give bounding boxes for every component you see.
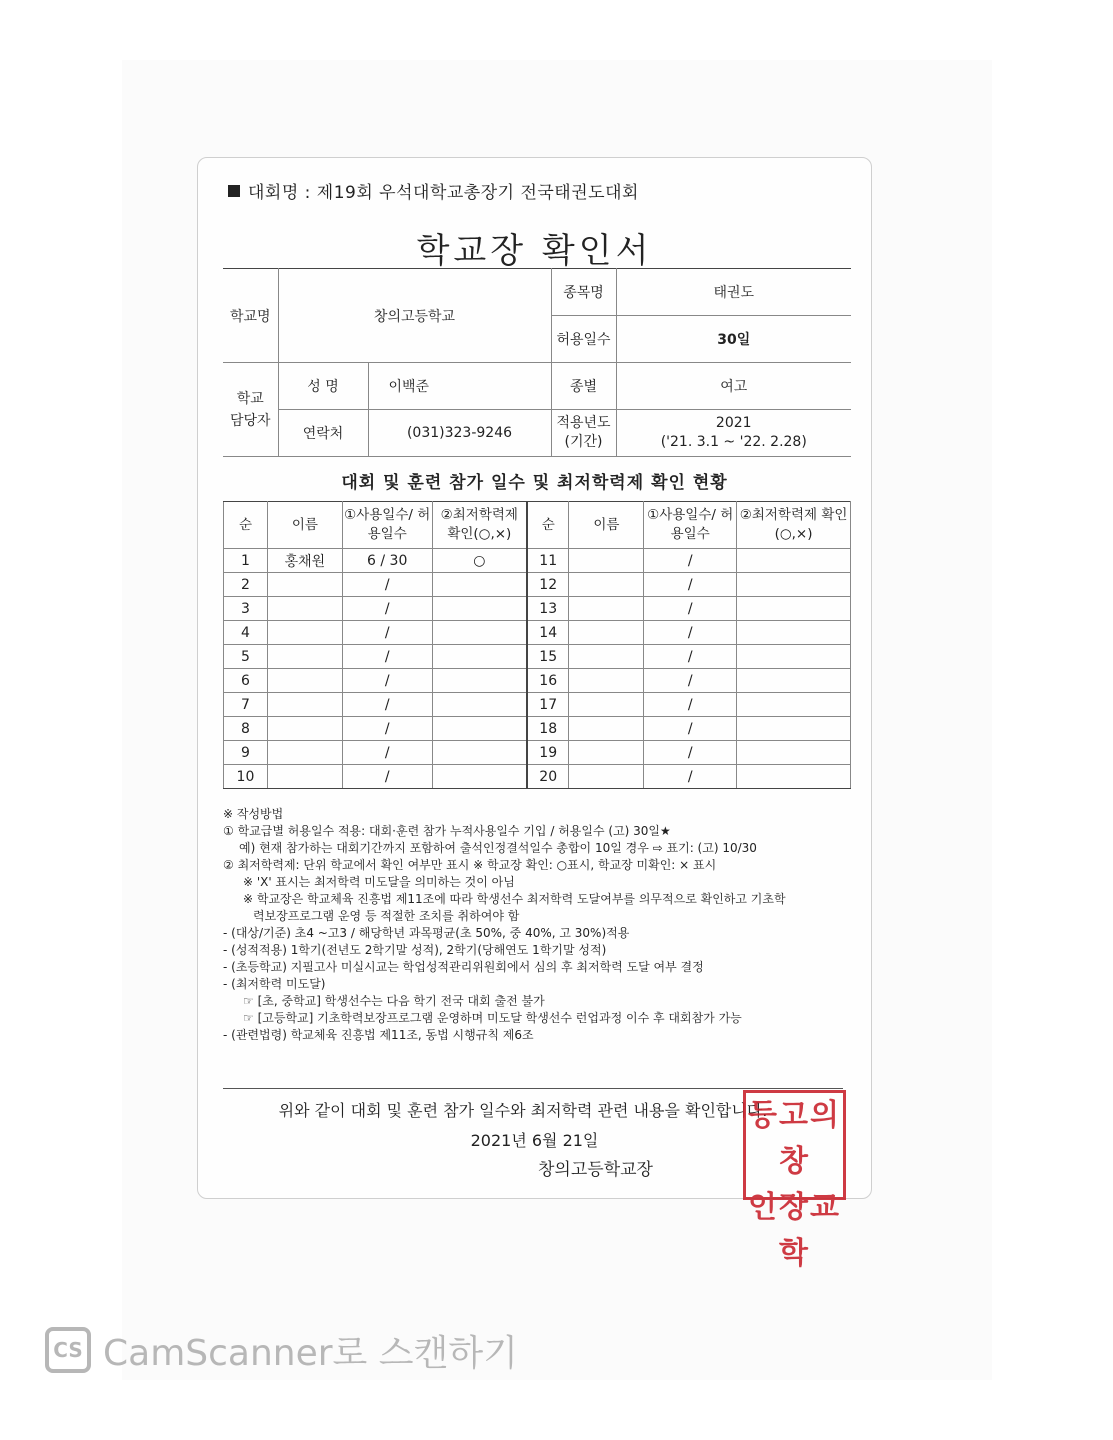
sport-value: 태권도 [616,269,851,316]
row-name: 홍채원 [267,549,342,573]
col-no: 순 [224,502,268,549]
row-name-2 [569,573,644,597]
staff-name: 이백준 [368,363,551,410]
row-check [432,645,527,669]
table-row [224,765,851,789]
staff-label: 학교 담당자 [223,363,278,457]
row-no-2: 11 [527,549,569,573]
row-check-2 [737,573,851,597]
col-name: 이름 [267,502,342,549]
table-row [224,741,851,765]
row-check-2 [737,765,851,789]
table-row [224,669,851,693]
row-no-2: 18 [527,717,569,741]
col-name-2: 이름 [569,502,644,549]
row-name-2 [569,717,644,741]
days-value: 30일 [616,316,851,363]
category-value: 여고 [616,363,851,410]
row-name [267,597,342,621]
row-name [267,645,342,669]
col-check: ②최저학력제 확인(○,×) [432,502,527,549]
note-line: - (성적적용) 1학기(전년도 2학기말 성적), 2학기(당해연도 1학기말 성적) [223,943,607,957]
row-name-2 [569,693,644,717]
note-line: ② 최저학력제: 단위 학교에서 확인 여부만 표시 ※ 학교장 확인: ○표시, 학교장 미확인: × 표시 [223,858,717,872]
page-title: 학교장 확인서 [416,231,653,271]
note-line: - (대상/기준) 초4 ~고3 / 해당학년 과목평균(초 50%, 중 40%, 고 30%)적용 [223,926,630,940]
year-value: 2021 [715,415,752,431]
row-check [432,693,527,717]
row-days-2: / [644,645,737,669]
info-table [223,268,851,457]
row-days: 6 / 30 [342,549,432,573]
row-no: 10 [224,765,268,789]
row-name-2 [569,669,644,693]
period-value: ('21. 3.1 ~ '22. 2.28) [660,434,807,450]
note-line: - (최저학력 미도달) [223,977,326,991]
row-no: 6 [224,669,268,693]
col-days: ①사용일수/ 허용일수 [342,502,432,549]
row-days: / [342,597,432,621]
row-no-2: 12 [527,573,569,597]
divider [223,1088,843,1089]
note-line: 예) 현재 참가하는 대회기간까지 포함하여 출석인정결석일수 총합이 10일 경우 ⇨ 표기: (고) 10/30 [239,841,757,855]
row-check-2 [737,693,851,717]
row-no: 4 [224,621,268,645]
issue-date: 2021년 6월 21일 [470,1131,599,1150]
instructions [223,806,863,1044]
row-check [432,573,527,597]
table-row [224,645,851,669]
row-no-2: 16 [527,669,569,693]
col-no-2: 순 [527,502,569,549]
note-line: ① 학교급별 허용일수 적용: 대회·훈련 참가 누적사용일수 기입 / 허용일수 (고) 30일★ [223,824,671,838]
row-name [267,717,342,741]
row-check-2 [737,549,851,573]
row-no-2: 15 [527,645,569,669]
row-days: / [342,741,432,765]
note-line: ※ 'X' 표시는 최저학력 미도달을 의미하는 것이 아님 [243,875,515,889]
row-no: 9 [224,741,268,765]
row-no-2: 17 [527,693,569,717]
row-name [267,693,342,717]
note-line: ※ 작성방법 [223,807,284,821]
row-days-2: / [644,573,737,597]
category-label: 종별 [551,363,616,410]
row-check [432,717,527,741]
seal-row: 인장교학 [748,1190,841,1271]
row-no: 1 [224,549,268,573]
row-name [267,573,342,597]
row-name-2 [569,597,644,621]
year-label: 적용년도 (기간) [551,410,616,457]
table-row [224,573,851,597]
row-name-2 [569,645,644,669]
row-days-2: / [644,621,737,645]
row-days-2: / [644,669,737,693]
row-days-2: / [644,693,737,717]
watermark-text: CamScanner로 스캔하기 [103,1332,518,1374]
row-check: ○ [432,549,527,573]
note-line: ☞ [고등학교] 기초학력보장프로그램 운영하며 미도달 학생선수 런업과정 이수 후 대회참가 가능 [243,1011,742,1025]
row-days-2: / [644,741,737,765]
event-name: 대회명 : 제19회 우석대학교총장기 전국태권도대회 [248,183,639,203]
row-name [267,669,342,693]
participation-table [223,501,851,789]
table-header-row [224,502,851,549]
row-days-2: / [644,549,737,573]
row-no: 3 [224,597,268,621]
table-row [224,693,851,717]
table-row [224,549,851,573]
row-days: / [342,717,432,741]
row-name [267,765,342,789]
row-check [432,597,527,621]
row-no: 2 [224,573,268,597]
contact-label: 연락처 [278,410,368,457]
section-subtitle: 대회 및 훈련 참가 일수 및 최저학력제 확인 현황 [341,473,728,493]
note-line: ☞ [초, 중학교] 학생선수는 다음 학기 전국 대회 출전 불가 [243,994,545,1008]
row-check-2 [737,669,851,693]
square-bullet-icon [228,185,240,197]
row-check [432,621,527,645]
contact-value: (031)323-9246 [368,410,551,457]
row-check-2 [737,741,851,765]
row-days: / [342,693,432,717]
row-no: 8 [224,717,268,741]
col-days-2: ①사용일수/ 허용일수 [644,502,737,549]
principal-name: 창의고등학교장 [538,1160,653,1180]
year-cell [616,410,851,457]
row-days-2: / [644,765,737,789]
event-title [228,178,639,203]
row-check-2 [737,621,851,645]
row-check-2 [737,645,851,669]
confirmation-text: 위와 같이 대회 및 훈련 참가 일수와 최저학력 관련 내용을 확인합니다. [278,1101,768,1120]
school-name: 창의고등학교 [278,269,551,363]
row-check-2 [737,717,851,741]
row-check [432,669,527,693]
row-name-2 [569,621,644,645]
sport-label: 종목명 [551,269,616,316]
row-name-2 [569,765,644,789]
note-line: - (초등학교) 지필고사 미실시교는 학업성적관리위원회에서 심의 후 최저학력 도달 여부 결정 [223,960,704,974]
row-no-2: 20 [527,765,569,789]
row-name-2 [569,741,644,765]
certificate-form [197,157,872,1199]
row-days: / [342,765,432,789]
table-row [224,717,851,741]
note-line: ※ 학교장은 학교체육 진흥법 제11조에 따라 학생선수 최저학력 도달여부를 의무적으로 확인하고 기초학 [243,892,786,906]
row-days: / [342,573,432,597]
row-check [432,765,527,789]
row-check [432,741,527,765]
note-line: - (관련법령) 학교체육 진흥법 제11조, 동법 시행규칙 제6조 [223,1028,534,1042]
camscanner-watermark [45,1325,518,1375]
row-no-2: 14 [527,621,569,645]
camscanner-logo-icon: CS [45,1327,91,1373]
row-days: / [342,621,432,645]
row-name [267,741,342,765]
name-label: 성 명 [278,363,368,410]
col-check-2: ②최저학력제 확인(○,×) [737,502,851,549]
table-row [224,621,851,645]
official-seal [743,1090,846,1271]
row-days: / [342,669,432,693]
row-no-2: 19 [527,741,569,765]
row-days-2: / [644,597,737,621]
seal-row: 등고의창 [748,1098,841,1179]
row-no-2: 13 [527,597,569,621]
row-no: 7 [224,693,268,717]
note-line: 력보장프로그램 운영 등 적절한 조치를 취하여야 함 [253,909,520,923]
row-days-2: / [644,717,737,741]
row-name-2 [569,549,644,573]
row-no: 5 [224,645,268,669]
row-name [267,621,342,645]
table-row [224,597,851,621]
days-label: 허용일수 [551,316,616,363]
row-check-2 [737,597,851,621]
row-days: / [342,645,432,669]
school-label: 학교명 [223,269,278,363]
